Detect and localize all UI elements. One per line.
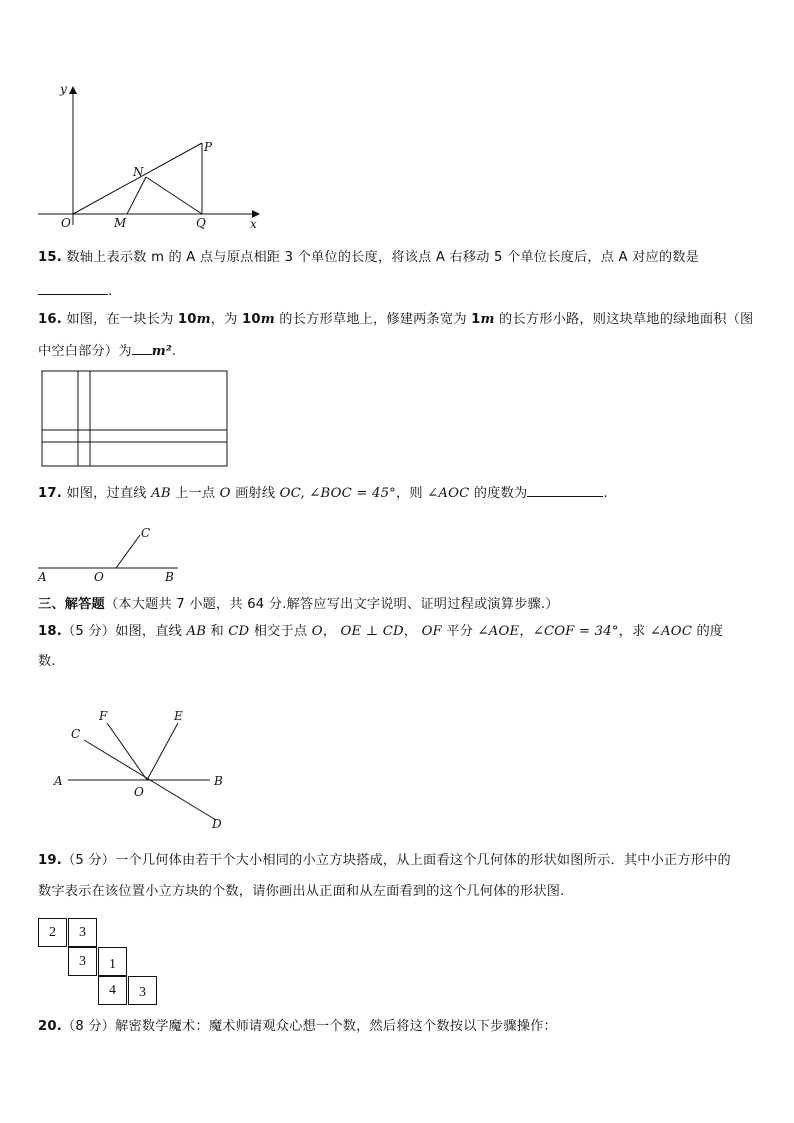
text: 如图，过直线: [66, 486, 152, 501]
text: 数.: [38, 654, 56, 669]
point-O: O: [219, 486, 231, 501]
question-17: [38, 482, 608, 504]
text: ，: [519, 624, 533, 639]
end-mark: .: [603, 486, 608, 501]
text: 如图，在一块长为: [66, 312, 178, 327]
section-title: 三、解答题: [38, 597, 105, 612]
angle-AOC: ∠AOC: [427, 486, 470, 501]
text: ，则: [395, 486, 428, 501]
lawn-outline: [42, 371, 227, 466]
top-view-grid: [38, 918, 163, 1008]
question-16-line-2: [38, 340, 176, 362]
question-19-line-2: [38, 882, 565, 902]
question-number: 15.: [38, 250, 62, 265]
label-O: O: [134, 785, 144, 799]
ray-OC: [116, 535, 140, 568]
x-axis-label: x: [250, 217, 257, 231]
point-N-label: N: [133, 165, 144, 179]
question-text: 数轴上表示数 m 的 A 点与原点相距 3 个单位的长度，将该点 A 右移动 5 个单位长度后，点 A 对应的数是: [66, 250, 700, 265]
label-B: B: [165, 570, 174, 584]
question-15: [38, 248, 699, 268]
label-A: A: [38, 570, 47, 584]
question-number: 17.: [38, 486, 62, 501]
area-unit: m²: [151, 344, 172, 359]
question-15-answer-line: [38, 280, 112, 302]
label-F: F: [99, 709, 108, 723]
text: 如图，直线: [115, 624, 187, 639]
grid-cell: 3: [68, 918, 97, 947]
ray-figure: [30, 522, 200, 587]
point-P-label: P: [204, 140, 213, 154]
score: （8 分）: [61, 1019, 116, 1034]
section-heading: [38, 595, 559, 615]
label-C: C: [71, 727, 81, 741]
y-axis-label: y: [60, 82, 67, 96]
text: ，: [403, 624, 418, 639]
grid-cell: 4: [98, 976, 127, 1005]
lawn-figure: [40, 369, 230, 469]
text: 的长方形小路，则这块草地的绿地面积（图: [494, 312, 754, 327]
text: 中空白部分）为: [38, 344, 132, 359]
grid-cell: 3: [128, 976, 157, 1005]
text: ，为: [210, 312, 242, 327]
unit: m: [260, 312, 275, 327]
ray-OE: [147, 723, 178, 780]
text: ，: [322, 624, 337, 639]
angle-COF: ∠COF = 34°: [532, 624, 619, 639]
intersecting-lines-figure: [48, 705, 238, 835]
question-20: [38, 1017, 557, 1037]
label-E: E: [174, 709, 183, 723]
unit: m: [196, 312, 211, 327]
question-number: 18.: [38, 624, 62, 639]
end-mark: .: [171, 344, 177, 359]
label-D: D: [212, 817, 222, 831]
text: 解密数学魔术：魔术师请观众心想一个数，然后将这个数按以下步骤操作：: [115, 1019, 557, 1034]
label-C: C: [141, 526, 151, 540]
y-axis-arrow: [69, 86, 77, 94]
text: 平分: [441, 624, 478, 639]
score: （5 分）: [61, 853, 116, 868]
score: （5 分）: [61, 624, 116, 639]
angle-AOC: ∠AOC: [649, 624, 693, 639]
question-16-line-1: [38, 310, 753, 330]
line-AB: AB: [151, 486, 171, 501]
answer-blank[interactable]: [38, 280, 108, 295]
text: 上一点: [170, 486, 220, 501]
label-A: A: [54, 774, 63, 788]
question-number: 16.: [38, 312, 62, 327]
length-value: 10: [177, 312, 197, 327]
question-18-line-1: [38, 622, 723, 642]
ray-OF: OF: [421, 624, 442, 639]
question-number: 19.: [38, 853, 62, 868]
question-number: 20.: [38, 1019, 62, 1034]
unit: m: [480, 312, 495, 327]
point-O: O: [311, 624, 323, 639]
ray-OF: [107, 723, 147, 780]
grid-cell: 3: [68, 947, 97, 976]
label-O: O: [94, 570, 104, 584]
point-Q-label: Q: [196, 216, 206, 230]
grid-cell: 2: [38, 918, 67, 947]
coordinate-figure: [30, 80, 270, 235]
point-M-label: M: [114, 216, 127, 230]
text: 画射线: [230, 486, 280, 501]
answer-blank[interactable]: [132, 340, 152, 355]
text: 的长方形草地上，修建两条宽为: [274, 312, 472, 327]
condition: OC, ∠BOC = 45°: [279, 486, 396, 501]
perpendicular-condition: OE ⊥ CD: [340, 624, 404, 639]
line-CD: CD: [228, 624, 250, 639]
text: 相交于点: [249, 624, 312, 639]
point-O-label: O: [61, 216, 71, 230]
question-19-line-1: [38, 851, 731, 871]
text: 的度数为: [469, 486, 528, 501]
line-AB: AB: [186, 624, 207, 639]
road-width-value: 1: [471, 312, 481, 327]
grid-cell: 1: [98, 947, 127, 976]
text: 一个几何体由若干个大小相同的小立方块搭成，从上面看这个几何体的形状如图所示．其中小正方形中的: [115, 853, 731, 868]
text: 和: [206, 624, 229, 639]
text: 数字表示在该位置小立方块的个数，请你画出从正面和从左面看到的这个几何体的形状图.: [38, 884, 565, 899]
end-mark: .: [108, 284, 113, 299]
section-description: （本大题共 7 小题，共 64 分.解答应写出文字说明、证明过程或演算步骤.）: [104, 597, 559, 612]
text: ，求: [618, 624, 650, 639]
width-value: 10: [241, 312, 261, 327]
answer-blank[interactable]: [527, 482, 603, 497]
segment-NQ: [146, 177, 202, 214]
label-B: B: [214, 774, 223, 788]
angle-AOE: ∠AOE: [477, 624, 520, 639]
text: 的度: [692, 624, 724, 639]
question-18-line-2: [38, 652, 56, 672]
